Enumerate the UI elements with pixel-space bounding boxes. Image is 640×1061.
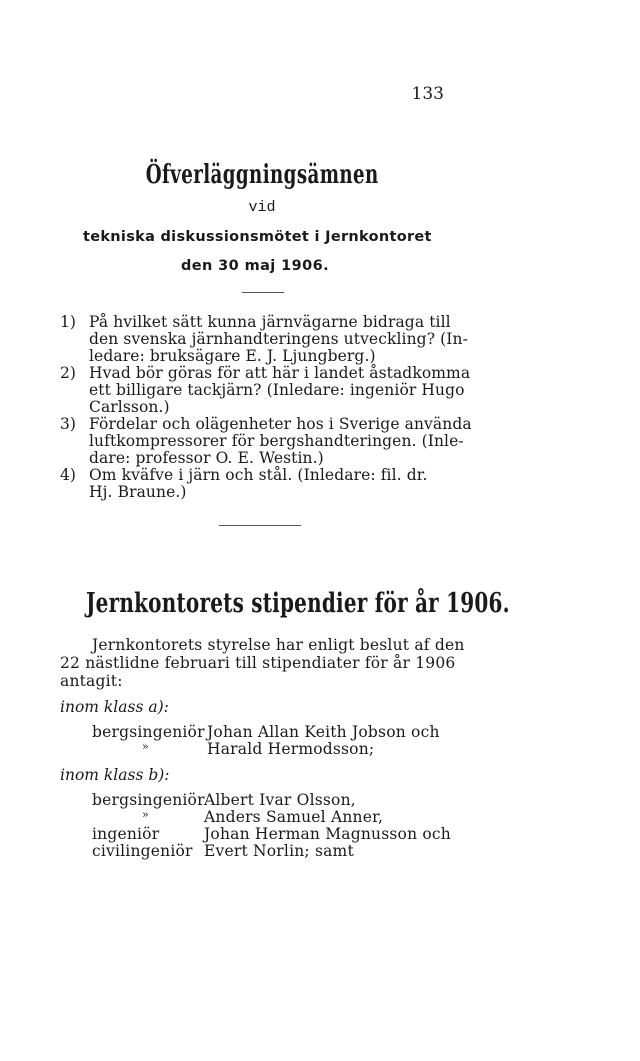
stipend-name: Albert Ivar Olsson, [204,791,356,809]
item-number: 2) [60,364,76,382]
item-line: Hvad bör göras för att här i landet åstadkomma [89,364,471,382]
intro-line: Jernkontorets styrelse har enligt beslut af den [92,636,465,654]
page-number: 133 [411,84,444,104]
stipend-name: Evert Norlin; samt [204,842,354,860]
stipend-name: Anders Samuel Anner, [204,808,384,826]
item-line: den svenska järnhandteringens utveckling? (In- [89,330,468,348]
item-line: Carlsson.) [89,398,170,416]
item-line: ledare: bruksägare E. J. Ljungberg.) [89,347,376,365]
item-line: luftkompressorer för bergshandteringen. (Inle- [89,432,464,450]
stipend-title-col: » [142,740,149,753]
section-title: Öfverläggningsämnen [145,160,379,190]
section-vid: vid [248,199,276,216]
section-subtitle-line1: tekniska diskussionsmötet i Jernkontoret [83,229,432,245]
item-line: ett billigare tackjärn? (Inledare: ingeniör Hugo [89,381,465,399]
item-number: 4) [60,466,76,484]
item-line: Fördelar och olägenheter hos i Sverige använda [89,415,472,433]
item-number: 1) [60,313,76,331]
stipend-title: Jernkontorets stipendier för år 1906. [86,588,510,619]
stipend-title-col: bergsingeniör [92,723,205,741]
class-b-label: inom klass b): [60,766,170,784]
stipend-name: Johan Herman Magnusson och [204,825,451,843]
stipend-title-col: ingeniör [92,825,160,843]
section-subtitle-line2: den 30 maj 1906. [181,258,329,274]
item-line: Hj. Braune.) [89,483,187,501]
divider [219,525,301,526]
item-line: På hvilket sätt kunna järnvägarne bidraga till [89,313,451,331]
intro-line: antagit: [60,672,123,690]
stipend-title-col: » [142,808,149,821]
stipend-title-col: civilingeniör [92,842,193,860]
class-a-label: inom klass a): [60,698,169,716]
item-line: Om kväfve i järn och stål. (Inledare: fil. dr. [89,466,428,484]
intro-line: 22 nästlidne februari till stipendiater för år 1906 [60,654,456,672]
stipend-name: Harald Hermodsson; [207,740,375,758]
divider [242,292,284,293]
stipend-title-col: bergsingeniör [92,791,205,809]
item-line: dare: professor O. E. Westin.) [89,449,324,467]
item-number: 3) [60,415,76,433]
stipend-name: Johan Allan Keith Jobson och [207,723,440,741]
